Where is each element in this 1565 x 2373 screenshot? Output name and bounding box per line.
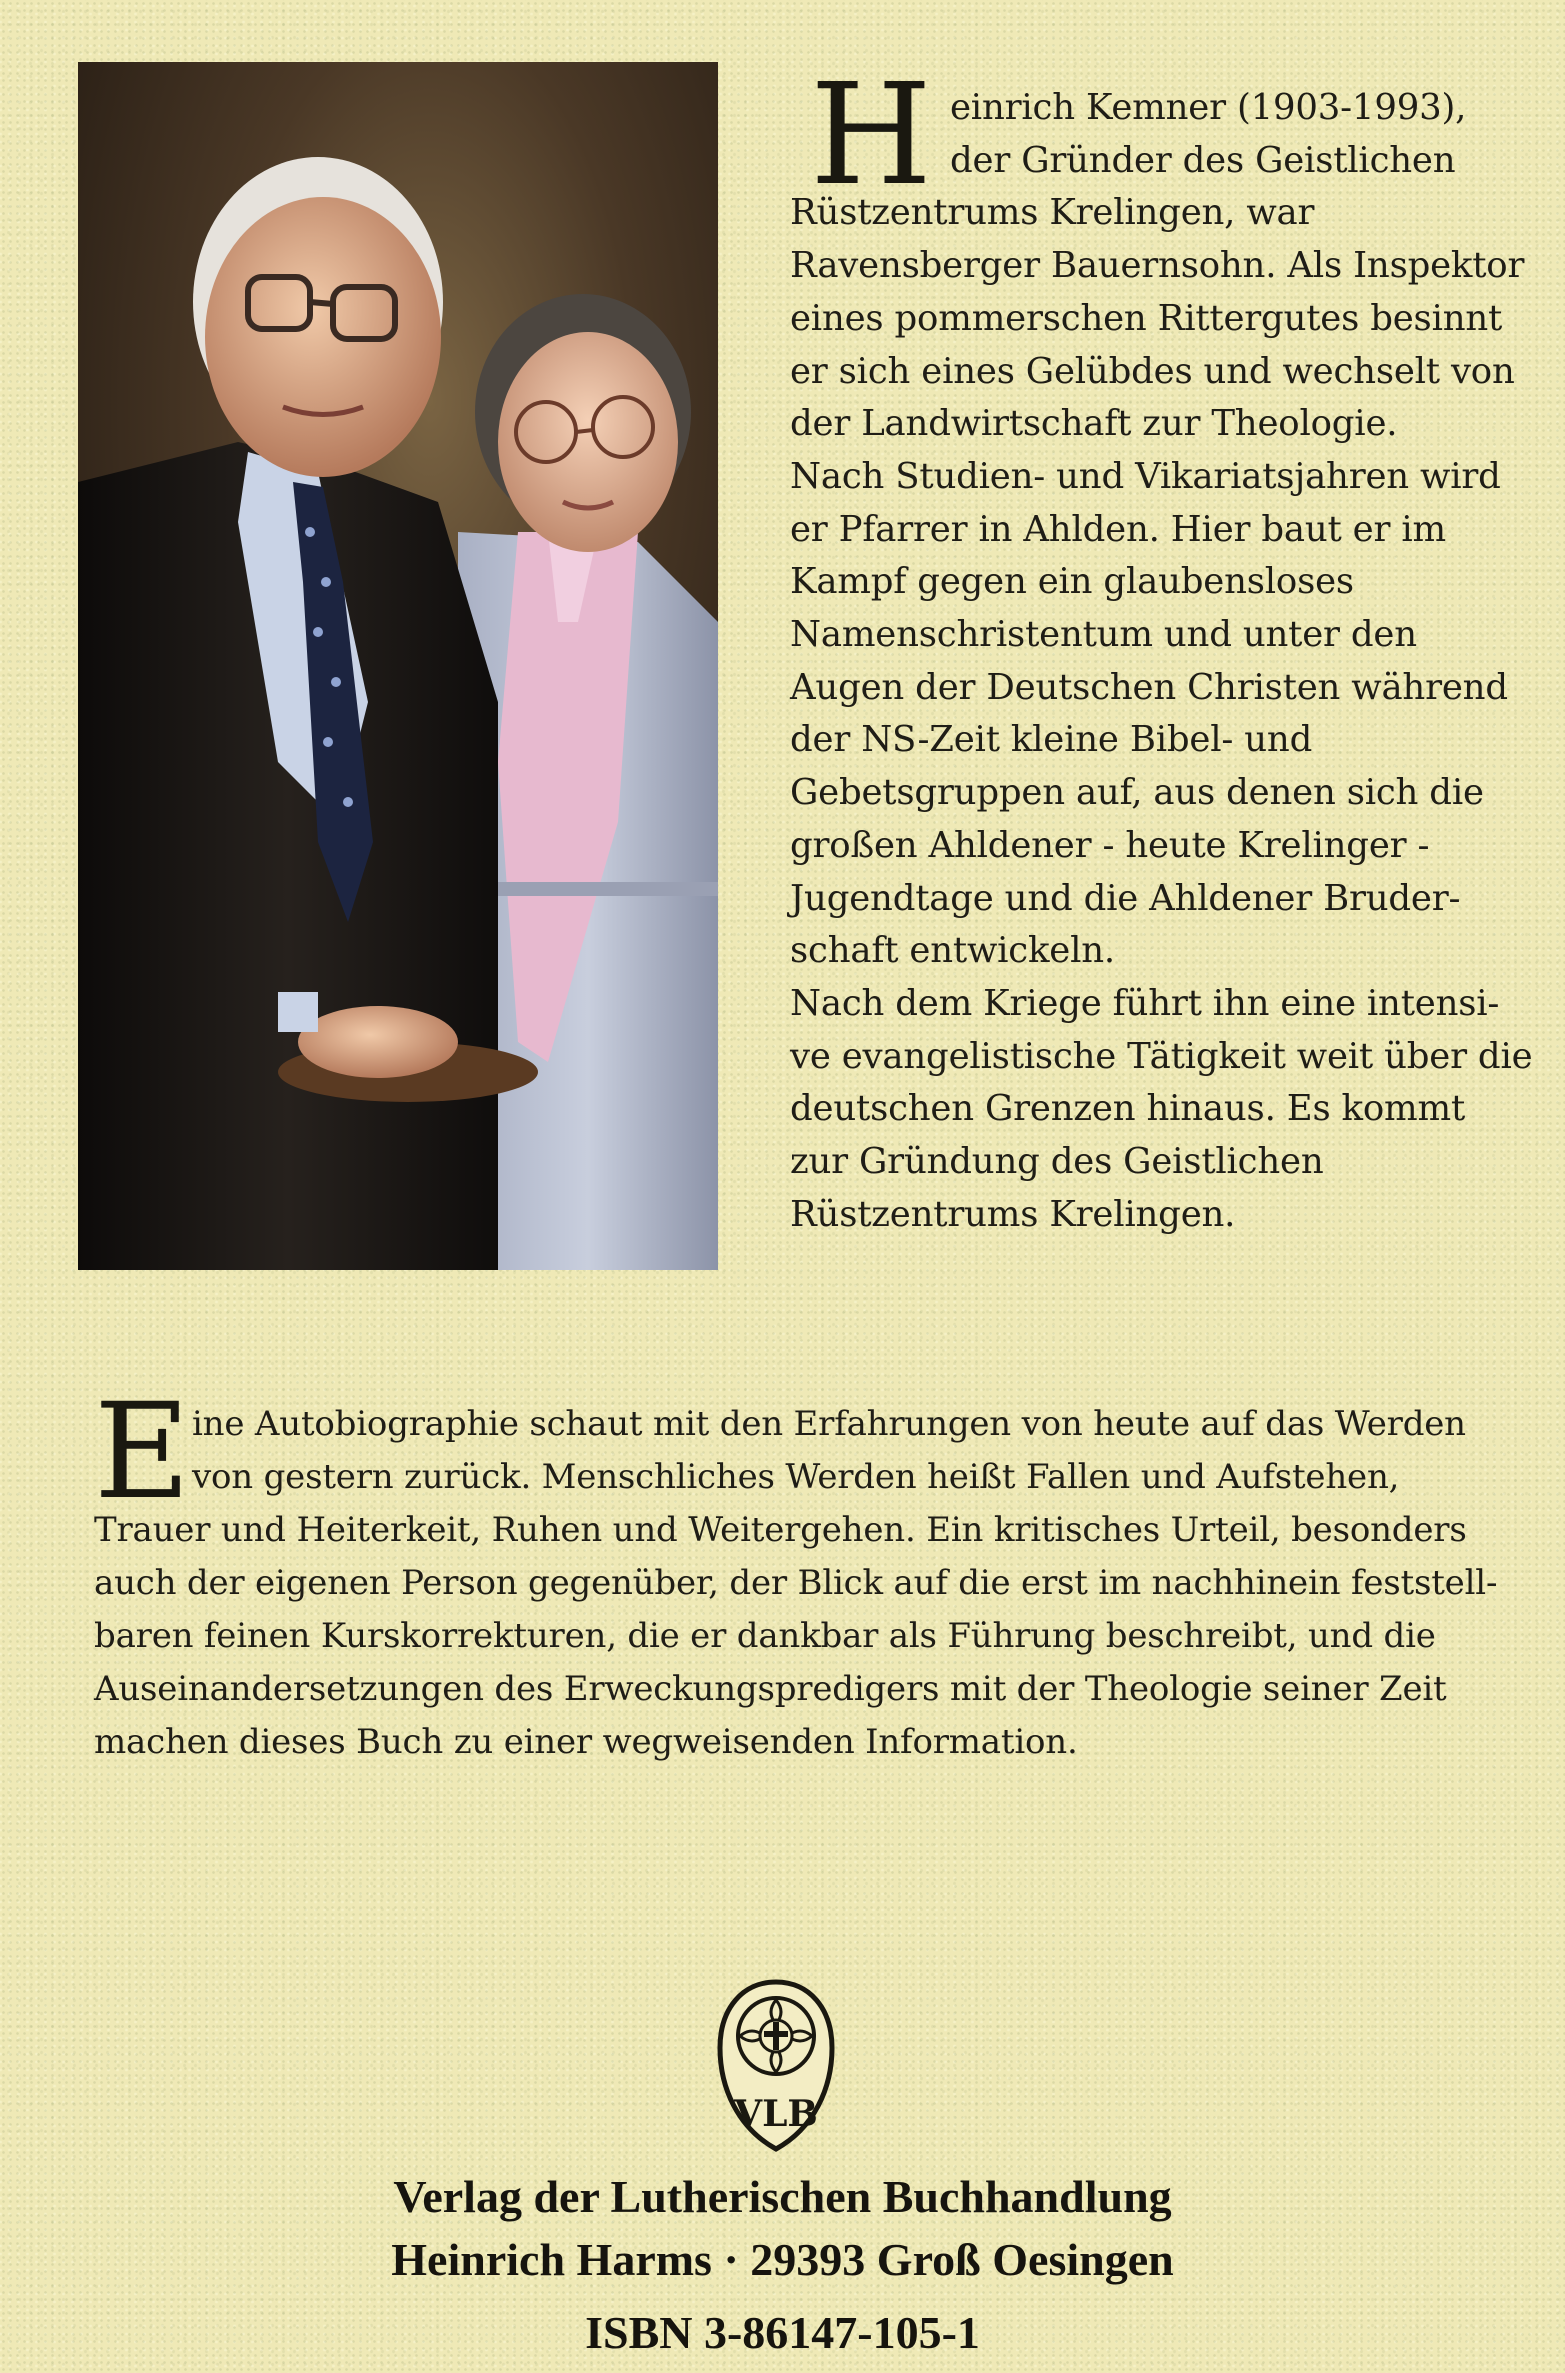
bio-line: zur Gründung des Geistlichen xyxy=(790,1141,1324,1183)
author-biography xyxy=(790,54,1533,1241)
description-line: auch der eigenen Person gegenüber, der Blick auf die erst im nachhinein feststell- xyxy=(94,1563,1498,1603)
bio-line: schaft entwickeln. xyxy=(790,930,1116,972)
bio-line: Jugendtage und die Ahldener Bruder- xyxy=(790,877,1461,919)
publisher-name: Verlag der Lutherischen Buchhandlung xyxy=(393,2171,1172,2222)
bio-line: Kampf gegen ein glaubensloses xyxy=(790,561,1354,603)
isbn-number: ISBN 3-86147-105-1 xyxy=(585,2307,980,2358)
description-line: Auseinandersetzungen des Erweckungspredigers mit der Theologie seiner Zeit xyxy=(94,1669,1447,1709)
description-dropcap: E xyxy=(94,1375,191,1529)
bio-line: Ravensberger Bauernsohn. Als Inspektor xyxy=(790,245,1525,287)
bio-line: Namenschristentum und unter den xyxy=(790,614,1417,656)
bio-line: der NS-Zeit kleine Bibel- und xyxy=(790,719,1313,761)
portrait-image xyxy=(78,62,718,1270)
logo-text: VLB xyxy=(734,2093,818,2135)
description-line: machen dieses Buch zu einer wegweisenden Information. xyxy=(94,1722,1078,1762)
bio-line: Nach Studien- und Vikariatsjahren wird xyxy=(790,455,1501,497)
description-line: ine Autobiographie schaut mit den Erfahrungen von heute auf das Werden xyxy=(192,1404,1466,1444)
bio-line: Rüstzentrums Krelingen, war xyxy=(790,192,1315,234)
bio-line: ve evangelistische Tätigkeit weit über die xyxy=(790,1035,1533,1077)
bio-line: großen Ahldener - heute Krelinger - xyxy=(790,824,1430,866)
bio-line: der Landwirtschaft zur Theologie. xyxy=(790,403,1398,445)
description-line: von gestern zurück. Menschliches Werden heißt Fallen und Aufstehen, xyxy=(192,1457,1400,1497)
vlb-emblem-icon xyxy=(714,1978,838,2153)
bio-line: er Pfarrer in Ahlden. Hier baut er im xyxy=(790,508,1446,550)
bio-line: Nach dem Kriege führt ihn eine intensi- xyxy=(790,982,1500,1024)
bio-line: Gebetsgruppen auf, aus denen sich die xyxy=(790,772,1484,814)
publisher-address: Heinrich Harms · 29393 Groß Oesingen xyxy=(391,2234,1174,2285)
bio-line: der Gründer des Geistlichen xyxy=(950,139,1456,181)
bio-line: Rüstzentrums Krelingen. xyxy=(790,1193,1236,1235)
bio-line: einrich Kemner (1903-1993), xyxy=(950,87,1467,128)
description-line: baren feinen Kurskorrekturen, die er dankbar als Führung beschreibt, und die xyxy=(94,1616,1436,1656)
book-description xyxy=(94,1375,1498,1769)
bio-line: er sich eines Gelübdes und wechselt von xyxy=(790,350,1515,392)
bio-line: Augen der Deutschen Christen während xyxy=(790,666,1508,708)
bio-dropcap: H xyxy=(810,54,932,217)
author-photo xyxy=(78,62,718,1270)
bio-line: eines pommerschen Rittergutes besinnt xyxy=(790,297,1503,339)
bio-line: deutschen Grenzen hinaus. Es kommt xyxy=(790,1088,1466,1130)
description-line: Trauer und Heiterkeit, Ruhen und Weitergehen. Ein kritisches Urteil, besonders xyxy=(94,1510,1467,1550)
